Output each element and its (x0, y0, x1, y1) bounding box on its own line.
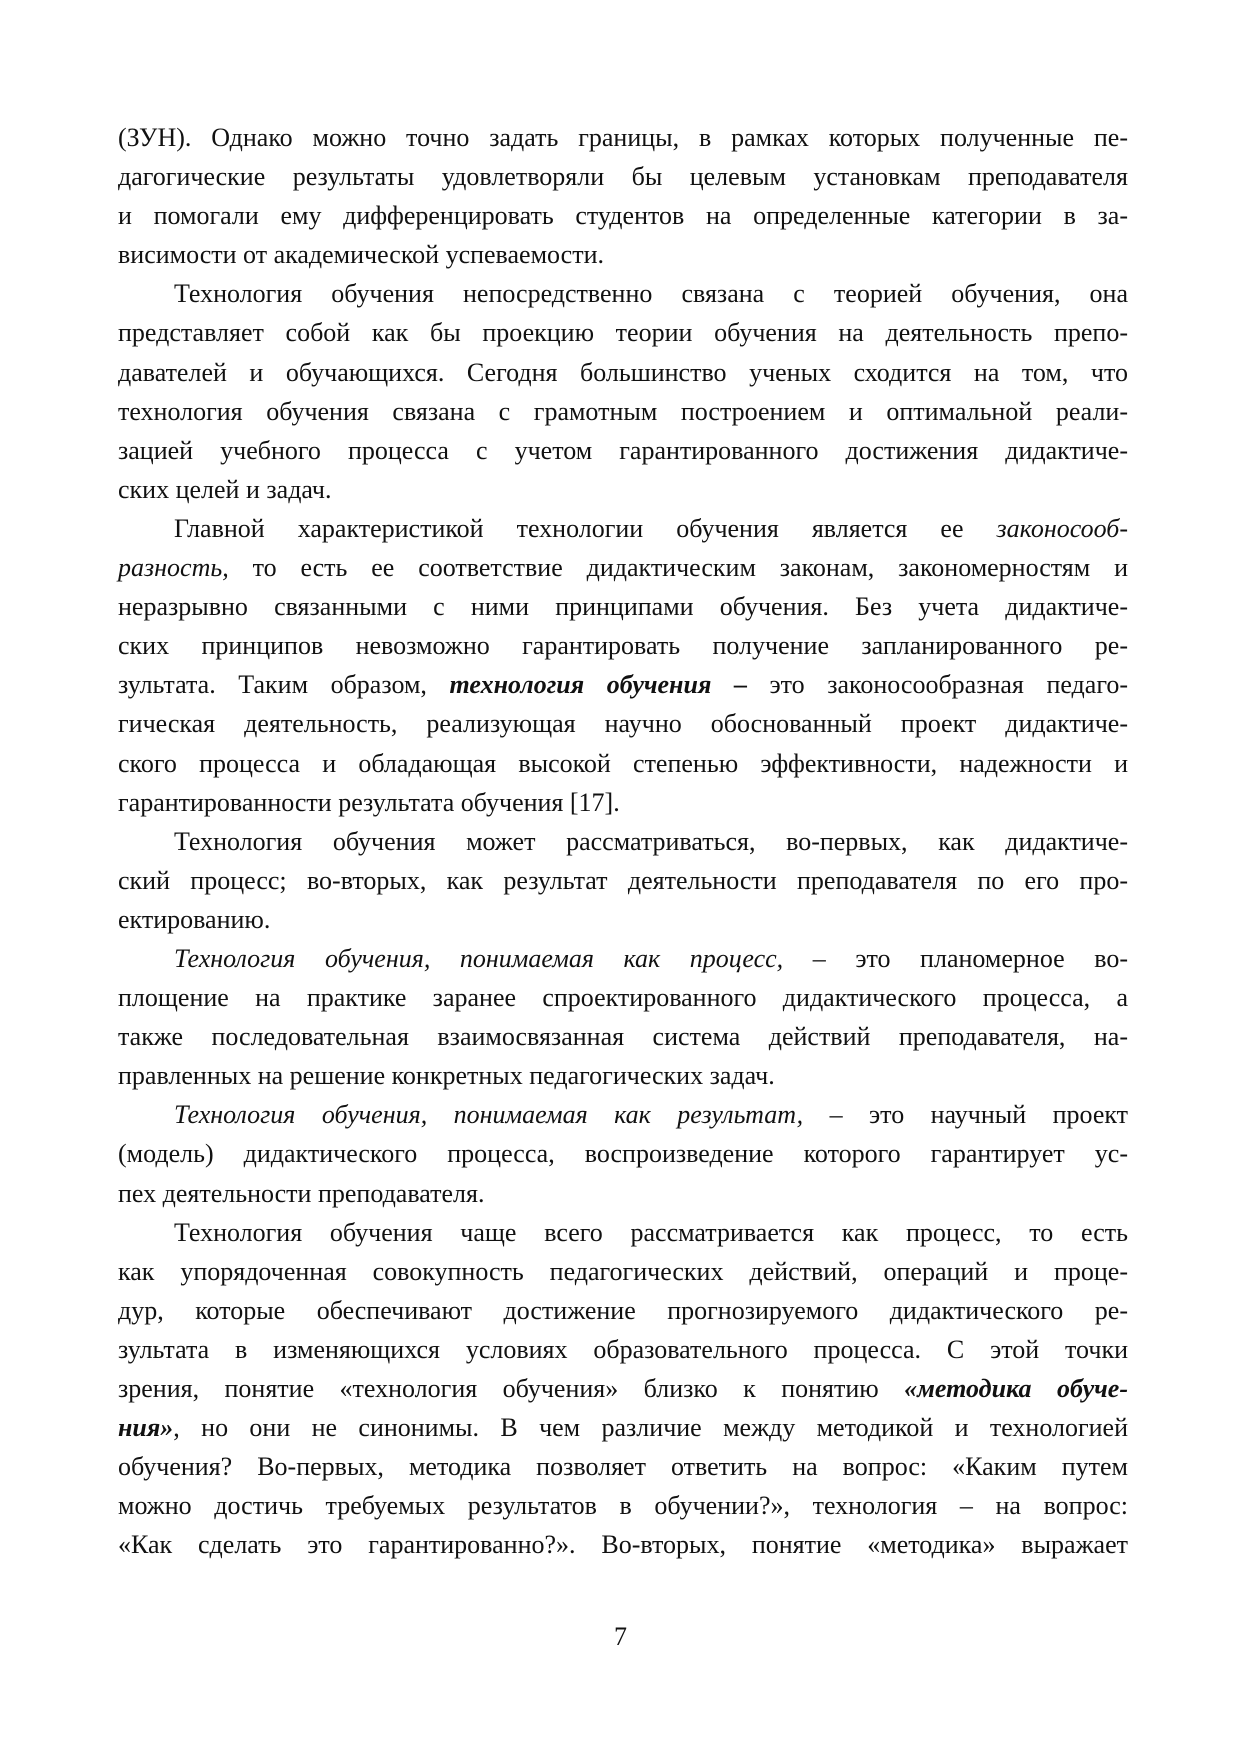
text-run: правленных на решение конкретных педагогических задач. (118, 1061, 775, 1091)
emphasized-text: разность, (118, 553, 229, 583)
paragraph (118, 1213, 1128, 1565)
text-line (118, 548, 1128, 587)
text-line (118, 1213, 1128, 1252)
text-run: ских принципов невозможно гарантировать получение запланированного ре- (118, 631, 1128, 661)
paragraph (118, 274, 1128, 509)
text-run: гарантированности результата обучения [17]. (118, 787, 620, 817)
text-line (118, 1017, 1128, 1056)
paragraph (118, 509, 1128, 822)
text-run: неразрывно связанными с ними принципами обучения. Без учета дидактиче- (118, 592, 1128, 622)
text-run: зрения, понятие «технология обучения» близко к понятию (118, 1374, 905, 1403)
text-line (118, 1056, 1128, 1095)
text-run: обучения? Во-первых, методика позволяет ответить на вопрос: «Каким путем (118, 1452, 1128, 1482)
paragraph (118, 1095, 1128, 1212)
emphasized-text: – (711, 670, 747, 700)
text-run: Технология обучения может рассматриваться, во-первых, как дидактиче- (174, 826, 1128, 856)
emphasized-text: Технология обучения, понимаемая как результат, (174, 1100, 804, 1130)
text-run: технология обучения связана с грамотным построением и оптимальной реали- (118, 396, 1128, 426)
paragraph (118, 822, 1128, 939)
text-line (118, 783, 1128, 822)
page-body (118, 118, 1128, 1564)
text-run: это законосообразная педаго- (746, 670, 1129, 700)
text-line (118, 939, 1128, 978)
text-line (118, 313, 1128, 352)
text-line (118, 1252, 1128, 1291)
text-line (118, 978, 1128, 1017)
emphasized-text: законосооб- (996, 513, 1128, 543)
text-line (118, 1486, 1128, 1525)
emphasized-text: ния» (118, 1413, 174, 1443)
text-run: то есть ее соответствие дидактическим законам, закономерностям и (228, 553, 1128, 583)
text-line (118, 431, 1128, 470)
text-run: пех деятельности преподавателя. (118, 1178, 485, 1208)
emphasized-text: Технология обучения, понимаемая как процесс, (174, 943, 784, 973)
paragraph (118, 939, 1128, 1095)
text-run: можно достичь требуемых результатов в обучении?», технология – на вопрос: (118, 1491, 1128, 1521)
page-number: 7 (614, 1622, 627, 1651)
text-run: также последовательная взаимосвязанная система действий преподавателя, на- (118, 1022, 1128, 1052)
text-line (118, 1095, 1128, 1134)
text-line (118, 1330, 1128, 1369)
paragraph (118, 118, 1128, 274)
text-line (118, 353, 1128, 392)
text-run: площение на практике заранее спроектированного дидактического процесса, а (118, 983, 1128, 1013)
text-line (118, 665, 1128, 704)
text-line (118, 744, 1128, 783)
text-run: Технология обучения чаще всего рассматривается как процесс, то есть (174, 1217, 1128, 1247)
text-run: гическая деятельность, реализующая научно обоснованный проект дидактиче- (118, 709, 1128, 739)
emphasized-text: «методика обуче- (904, 1374, 1129, 1403)
text-line (118, 274, 1128, 313)
text-run: зацией учебного процесса с учетом гарантированного достижения дидактиче- (118, 435, 1128, 465)
text-run: дагогические результаты удовлетворяли бы целевым установкам преподавателя (118, 162, 1128, 192)
text-run: , но они не синонимы. В чем различие между методикой и технологией (173, 1413, 1128, 1443)
text-line (118, 1134, 1128, 1173)
text-line (118, 861, 1128, 900)
text-line (118, 1447, 1128, 1486)
text-run: Технология обучения непосредственно связана с теорией обучения, она (174, 279, 1128, 309)
text-line (118, 1525, 1128, 1564)
text-line (118, 392, 1128, 431)
text-run: давателей и обучающихся. Сегодня большинство ученых сходится на том, что (118, 357, 1128, 387)
text-run: (ЗУН). Однако можно точно задать границы, в рамках которых полученные пе- (118, 123, 1128, 152)
text-run: ский процесс; во-вторых, как результат деятельности преподавателя по его про- (118, 865, 1128, 895)
text-line (118, 235, 1128, 274)
text-run: – это научный проект (803, 1100, 1129, 1130)
text-run: висимости от академической успеваемости. (118, 240, 604, 270)
text-line (118, 1369, 1128, 1408)
text-line (118, 118, 1128, 157)
text-run: зультата. Таким образом, (118, 670, 450, 700)
text-line (118, 509, 1128, 548)
text-run: – это планомерное во- (783, 943, 1128, 973)
text-run: зультата в изменяющихся условиях образовательного процесса. С этой точки (118, 1334, 1128, 1364)
text-line (118, 626, 1128, 665)
text-line (118, 196, 1128, 235)
text-run: дур, которые обеспечивают достижение прогнозируемого дидактического ре- (118, 1295, 1128, 1325)
text-run: «Как сделать это гарантированно?». Во-вторых, понятие «методика» выражает (118, 1530, 1128, 1560)
text-run: Главной характеристикой технологии обучения является ее (174, 513, 997, 543)
text-run: (модель) дидактического процесса, воспроизведение которого гарантирует ус- (118, 1139, 1128, 1169)
text-line (118, 587, 1128, 626)
text-line (118, 157, 1128, 196)
text-line (118, 1291, 1128, 1330)
text-run: и помогали ему дифференцировать студентов на определенные категории в за- (118, 201, 1128, 231)
text-line (118, 900, 1128, 939)
emphasized-text: технология обучения (449, 670, 712, 700)
text-run: как упорядоченная совокупность педагогических действий, операций и проце- (118, 1256, 1128, 1286)
text-line (118, 1174, 1128, 1213)
text-run: ских целей и задач. (118, 474, 332, 504)
text-run: ектированию. (118, 904, 271, 934)
text-run: представляет собой как бы проекцию теории обучения на деятельность препо- (118, 318, 1128, 348)
text-line (118, 704, 1128, 743)
text-line (118, 1408, 1128, 1447)
text-run: ского процесса и обладающая высокой степенью эффективности, надежности и (118, 748, 1128, 778)
text-line (118, 470, 1128, 509)
text-line (118, 822, 1128, 861)
